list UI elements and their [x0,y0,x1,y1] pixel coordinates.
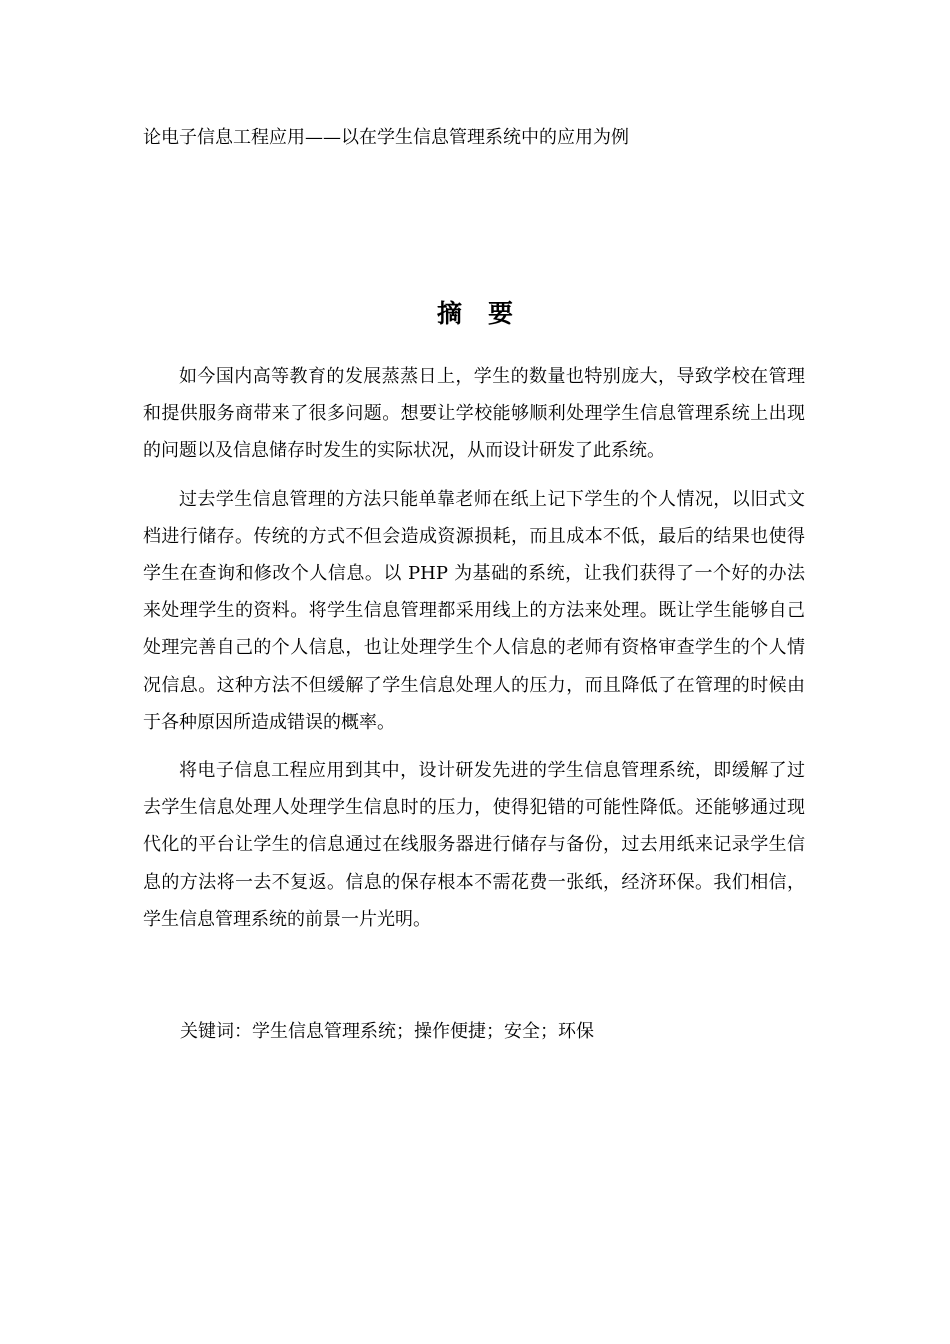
page-header-title: 论电子信息工程应用——以在学生信息管理系统中的应用为例 [143,127,629,148]
abstract-paragraph-3: 将电子信息工程应用到其中，设计研发先进的学生信息管理系统，即缓解了过去学生信息处理人处理学生信息时的压力，使得犯错的可能性降低。还能够通过现代化的平台让学生的信息通过在线服务器进行储存与备份，过去用纸来记录学生信息的方法将一去不复返。信息的保存根本不需花费一张纸，经济环保。我们相信，学生信息管理系统的前景一片光明。 [143,760,805,930]
abstract-paragraph-2: 过去学生信息管理的方法只能单靠老师在纸上记下学生的个人情况，以旧式文档进行储存。传统的方式不但会造成资源损耗，而且成本不低，最后的结果也使得学生在查询和修改个人信息。以 PHP 为基础的系统，让我们获得了一个好的办法来处理学生的资料。将学生信息管理都采用线上的方法来处理。既让学生能够自己处理完善自己的个人信息，也让处理学生个人信息的老师有资格审查学生的个人情况信息。这种方法不但缓解了学生信息处理人的压力，而且降低了在管理的时候由于各种原因所造成错误的概率。 [143,488,805,733]
abstract-body [143,358,805,949]
keywords-line: 关键词：学生信息管理系统；操作便捷；安全；环保 [180,1021,594,1042]
abstract-paragraph-1: 如今国内高等教育的发展蒸蒸日上，学生的数量也特别庞大，导致学校在管理和提供服务商带来了很多问题。想要让学校能够顺利处理学生信息管理系统上出现的问题以及信息储存时发生的实际状况，从而设计研发了此系统。 [143,366,805,462]
abstract-heading: 摘要 [436,299,539,328]
